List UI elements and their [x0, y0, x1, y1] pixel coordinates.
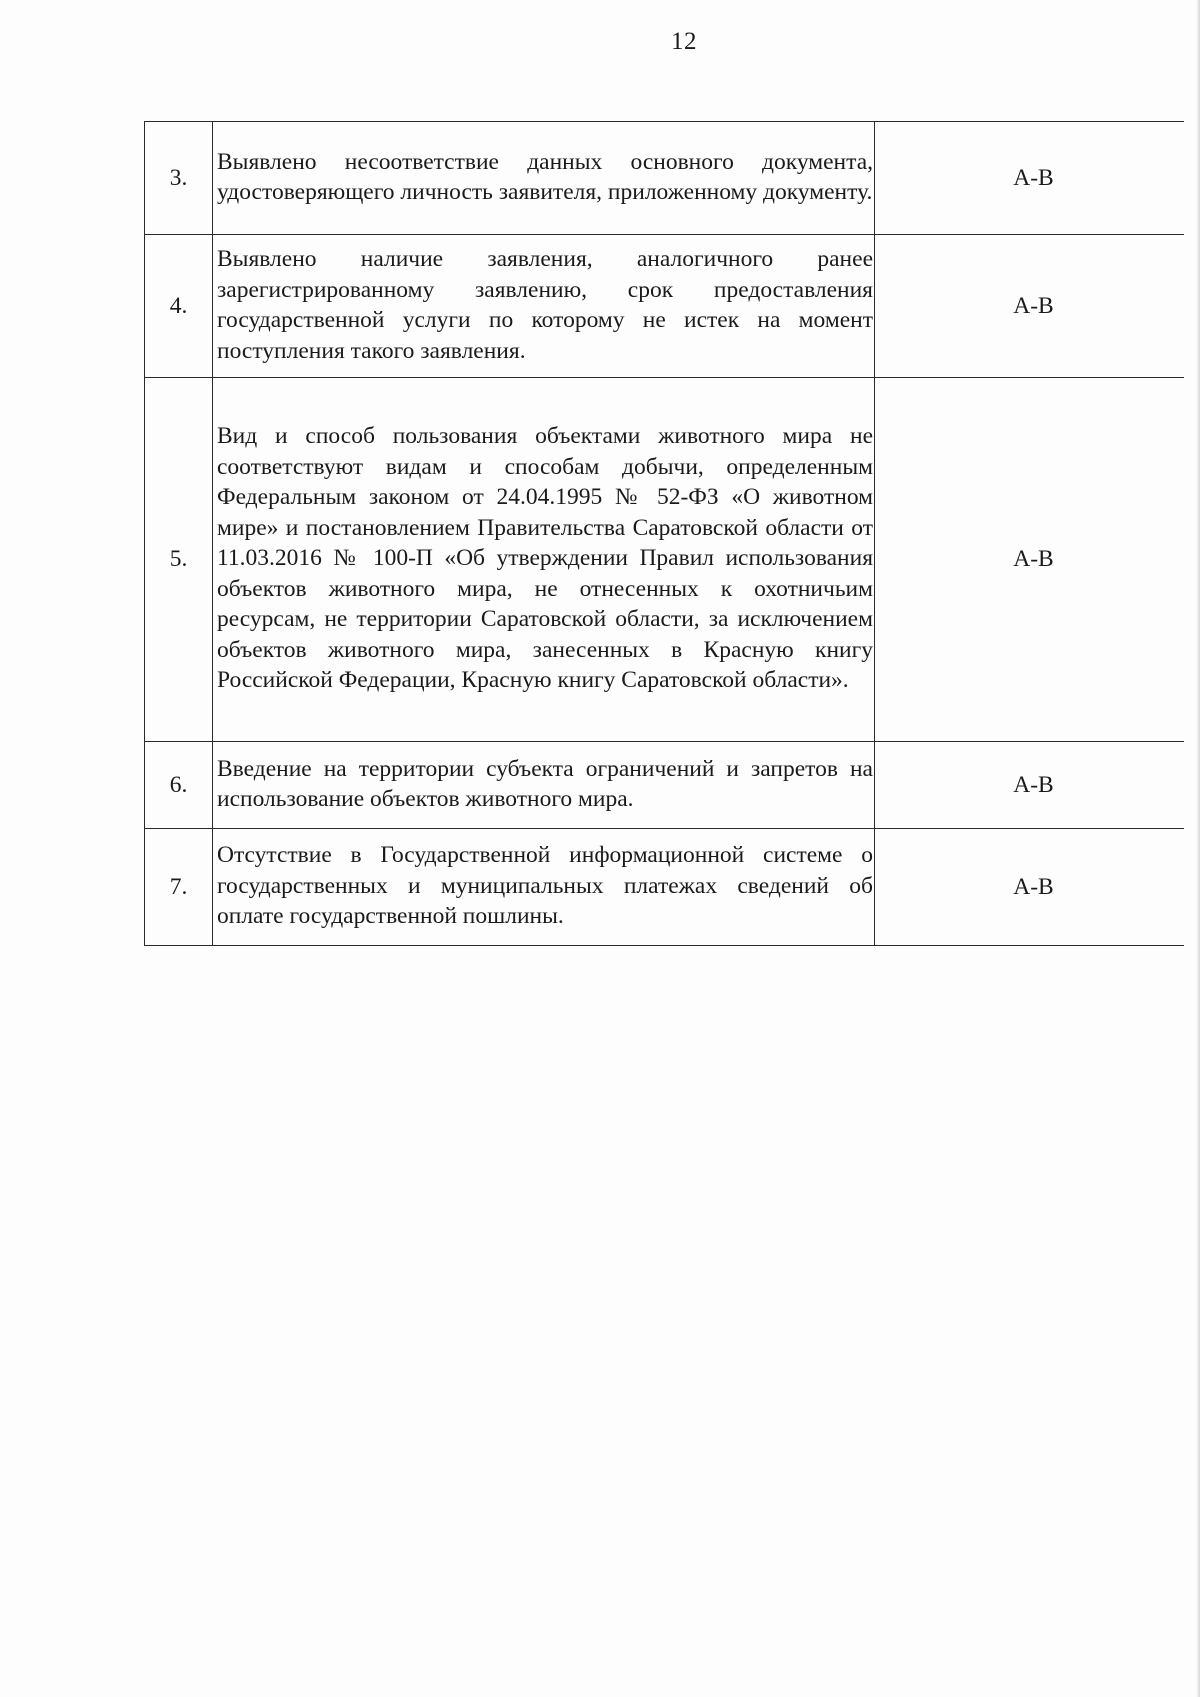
- row-number: 4.: [145, 235, 213, 378]
- row-description: Выявлено несоответствие данных основного документа, удостоверяющего личность заявителя, приложенному документу.: [213, 122, 875, 235]
- row-number: 6.: [145, 742, 213, 829]
- row-code: А-В: [875, 122, 1185, 235]
- row-code: А-В: [875, 742, 1185, 829]
- table-row: [145, 829, 1185, 946]
- row-description: Введение на территории субъекта ограничений и запретов на использование объектов животного мира.: [213, 742, 875, 829]
- row-description: Выявлено наличие заявления, аналогичного ранее зарегистрированному заявлению, срок предоставления государственной услуги по которому не истек на момент поступления такого заявления.: [213, 235, 875, 378]
- grounds-table: [144, 121, 1184, 946]
- table-row: [145, 742, 1185, 829]
- row-number: 3.: [145, 122, 213, 235]
- table-row: [145, 378, 1185, 742]
- row-code: А-В: [875, 378, 1185, 742]
- page-number: 12: [671, 28, 697, 55]
- row-code: А-В: [875, 235, 1185, 378]
- row-description: Вид и способ пользования объектами животного мира не соответствуют видам и способам добычи, определенным Федеральным законом от 24.04.1995 № 52-ФЗ «О животном мире» и постановлением Правительства Саратовской области от 11.03.2016 № 100-П «Об утверждении Правил использования объектов животного мира, не отнесенных к охотничьим ресурсам, не территории Саратовской области, за исключением объектов животного мира, занесенных в Красную книгу Российской Федерации, Красную книгу Саратовской области».: [213, 378, 875, 742]
- row-number: 7.: [145, 829, 213, 946]
- row-number: 5.: [145, 378, 213, 742]
- table-row: [145, 122, 1185, 235]
- row-code: А-В: [875, 829, 1185, 946]
- row-description: Отсутствие в Государственной информационной системе о государственных и муниципальных платежах сведений об оплате государственной пошлины.: [213, 829, 875, 946]
- table-row: [145, 235, 1185, 378]
